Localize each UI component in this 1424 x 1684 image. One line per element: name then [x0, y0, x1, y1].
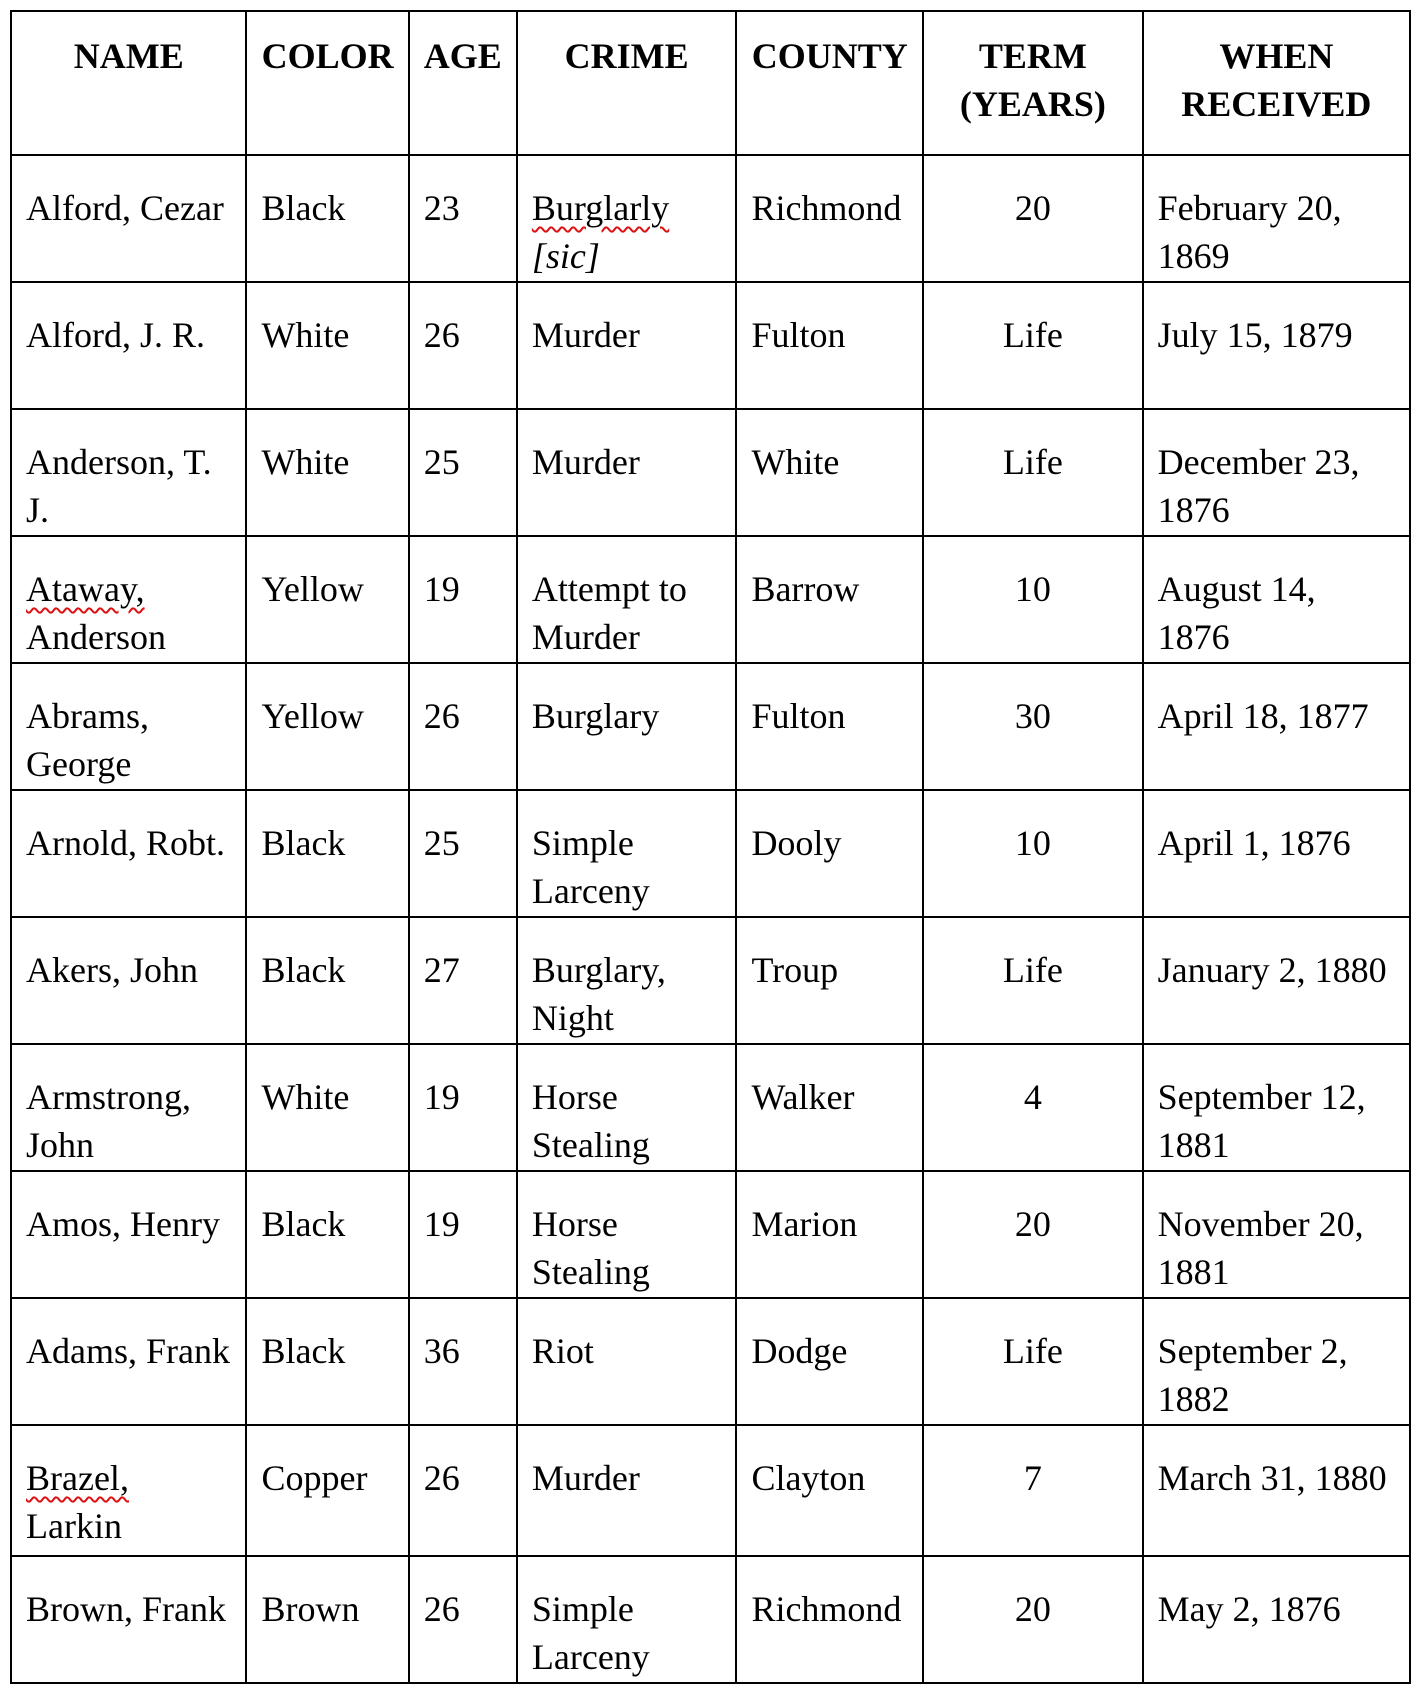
cell-age: 36 [409, 1298, 517, 1425]
cell-when-received: September 12, 1881 [1143, 1044, 1410, 1171]
cell-age: 25 [409, 790, 517, 917]
cell-when-received: January 2, 1880 [1143, 917, 1410, 1044]
cell-when-received: February 20, 1869 [1143, 155, 1410, 282]
cell-term: 10 [923, 536, 1143, 663]
cell-age: 25 [409, 409, 517, 536]
cell-crime: Simple Larceny [517, 790, 737, 917]
cell-county: White [736, 409, 923, 536]
name-given: Anderson [26, 617, 166, 657]
cell-crime: Murder [517, 282, 737, 409]
cell-color: White [246, 282, 408, 409]
cell-county: Richmond [736, 1556, 923, 1683]
table-row [11, 536, 1410, 663]
cell-county: Barrow [736, 536, 923, 663]
crime-text: Burglarly [531, 188, 670, 228]
cell-crime: Murder [517, 1425, 737, 1556]
cell-name: Alford, Cezar [11, 155, 246, 282]
cell-color: Yellow [246, 536, 408, 663]
cell-term: 10 [923, 790, 1143, 917]
name-surname: Brazel, [26, 1458, 129, 1498]
cell-when-received: July 15, 1879 [1143, 282, 1410, 409]
cell-name: Anderson, T. J. [11, 409, 246, 536]
cell-county: Troup [736, 917, 923, 1044]
cell-color: Black [246, 1298, 408, 1425]
cell-color: Black [246, 155, 408, 282]
cell-age: 26 [409, 1556, 517, 1683]
cell-color: Copper [246, 1425, 408, 1556]
cell-name: Akers, John [11, 917, 246, 1044]
cell-crime: Attempt to Murder [517, 536, 737, 663]
table-row [11, 663, 1410, 790]
cell-age: 26 [409, 282, 517, 409]
cell-name: Arnold, Robt. [11, 790, 246, 917]
cell-color: White [246, 409, 408, 536]
cell-color: Black [246, 917, 408, 1044]
cell-term: Life [923, 917, 1143, 1044]
cell-crime: Simple Larceny [517, 1556, 737, 1683]
table-row [11, 1044, 1410, 1171]
name-surname: Ataway, [26, 569, 145, 609]
cell-when-received: August 14, 1876 [1143, 536, 1410, 663]
cell-color: Black [246, 1171, 408, 1298]
cell-term: 30 [923, 663, 1143, 790]
header-age: AGE [409, 11, 517, 155]
cell-age: 27 [409, 917, 517, 1044]
cell-county: Clayton [736, 1425, 923, 1556]
cell-age: 19 [409, 1171, 517, 1298]
table-row [11, 917, 1410, 1044]
table-row [11, 1171, 1410, 1298]
prisoner-table [10, 10, 1411, 1684]
cell-name [11, 536, 246, 663]
cell-county: Walker [736, 1044, 923, 1171]
cell-crime: Horse Stealing [517, 1171, 737, 1298]
header-crime: CRIME [517, 11, 737, 155]
cell-name [11, 1425, 246, 1556]
cell-age: 23 [409, 155, 517, 282]
cell-color: Black [246, 790, 408, 917]
header-when-received: WHEN RECEIVED [1143, 11, 1410, 155]
table-row [11, 409, 1410, 536]
cell-term: Life [923, 282, 1143, 409]
cell-when-received: April 18, 1877 [1143, 663, 1410, 790]
cell-county: Dooly [736, 790, 923, 917]
table-row [11, 1425, 1410, 1556]
sic-note: [sic] [531, 236, 600, 276]
cell-name: Armstrong, John [11, 1044, 246, 1171]
cell-name: Amos, Henry [11, 1171, 246, 1298]
cell-when-received: December 23, 1876 [1143, 409, 1410, 536]
cell-crime: Murder [517, 409, 737, 536]
cell-term: 20 [923, 1171, 1143, 1298]
cell-county: Fulton [736, 663, 923, 790]
cell-when-received: November 20, 1881 [1143, 1171, 1410, 1298]
header-row [11, 11, 1410, 155]
cell-age: 26 [409, 663, 517, 790]
cell-name: Adams, Frank [11, 1298, 246, 1425]
cell-crime: Burglary, Night [517, 917, 737, 1044]
cell-term: Life [923, 1298, 1143, 1425]
cell-crime: Riot [517, 1298, 737, 1425]
cell-term: 4 [923, 1044, 1143, 1171]
cell-term: Life [923, 409, 1143, 536]
cell-name: Alford, J. R. [11, 282, 246, 409]
cell-term: 7 [923, 1425, 1143, 1556]
cell-name: Abrams, George [11, 663, 246, 790]
cell-name: Brown, Frank [11, 1556, 246, 1683]
table-row [11, 155, 1410, 282]
cell-crime: Burglary [517, 663, 737, 790]
cell-when-received: April 1, 1876 [1143, 790, 1410, 917]
cell-county: Marion [736, 1171, 923, 1298]
table-row [11, 790, 1410, 917]
cell-county: Richmond [736, 155, 923, 282]
cell-county: Fulton [736, 282, 923, 409]
cell-age: 19 [409, 536, 517, 663]
cell-color: Brown [246, 1556, 408, 1683]
header-term: TERM (YEARS) [923, 11, 1143, 155]
header-color: COLOR [246, 11, 408, 155]
table-row [11, 282, 1410, 409]
cell-when-received: September 2, 1882 [1143, 1298, 1410, 1425]
table-row [11, 1298, 1410, 1425]
cell-when-received: March 31, 1880 [1143, 1425, 1410, 1556]
header-county: COUNTY [736, 11, 923, 155]
cell-term: 20 [923, 1556, 1143, 1683]
cell-term: 20 [923, 155, 1143, 282]
name-given: Larkin [26, 1506, 122, 1546]
cell-color: White [246, 1044, 408, 1171]
header-name: NAME [11, 11, 246, 155]
cell-color: Yellow [246, 663, 408, 790]
cell-age: 26 [409, 1425, 517, 1556]
cell-crime [517, 155, 737, 282]
cell-when-received: May 2, 1876 [1143, 1556, 1410, 1683]
cell-age: 19 [409, 1044, 517, 1171]
cell-county: Dodge [736, 1298, 923, 1425]
cell-crime: Horse Stealing [517, 1044, 737, 1171]
